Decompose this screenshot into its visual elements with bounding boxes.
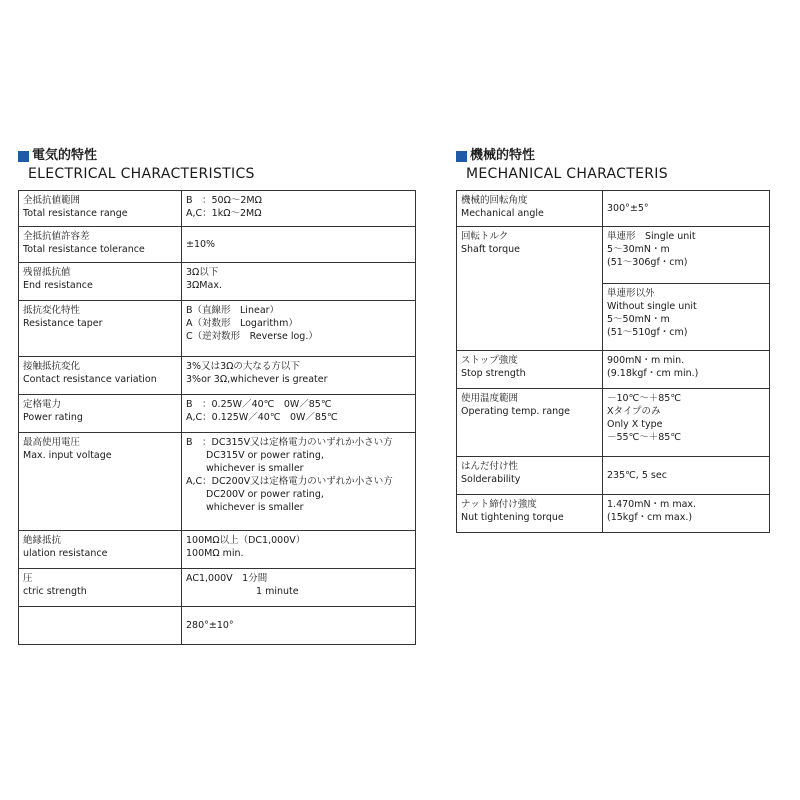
cell-text: 1.470mN・m max. xyxy=(607,499,697,510)
cell-text: (15kgf・cm max.) xyxy=(607,512,693,523)
table-cell xyxy=(19,191,182,227)
table-row xyxy=(19,227,416,263)
cell-text: End resistance xyxy=(23,280,93,291)
square-bullet-icon xyxy=(18,151,29,162)
cell-text: 使用温度範囲 xyxy=(461,393,519,404)
table-row xyxy=(19,607,416,645)
cell-text: 100MΩ min. xyxy=(186,548,244,559)
cell-text: DC315V or power rating, xyxy=(206,450,324,461)
cell-text: 3ΩMax. xyxy=(186,280,222,291)
table-cell xyxy=(457,191,603,227)
table-cell xyxy=(182,227,416,263)
table-row xyxy=(457,191,770,227)
table-cell xyxy=(19,433,182,531)
table-cell xyxy=(603,389,770,457)
cell-text: 単連形 Single unit xyxy=(607,231,696,242)
cell-text: whichever is smaller xyxy=(206,502,304,513)
table-cell xyxy=(182,433,416,531)
table-cell xyxy=(457,457,603,495)
cell-text: －10℃～＋85℃ xyxy=(607,393,682,404)
electrical-title-en: ELECTRICAL CHARACTERISTICS xyxy=(28,166,255,182)
table-cell xyxy=(603,351,770,389)
table-row xyxy=(457,457,770,495)
table-row xyxy=(19,531,416,569)
table-cell xyxy=(182,301,416,357)
cell-text: Contact resistance variation xyxy=(23,374,157,385)
table-cell xyxy=(182,531,416,569)
mechanical-title-jp: 機械的特性 xyxy=(470,148,536,163)
table-row xyxy=(19,263,416,301)
cell-text: Solderability xyxy=(461,474,521,485)
cell-text: ctric strength xyxy=(23,586,87,597)
cell-text: 全抵抗値許容差 xyxy=(23,231,90,242)
cell-text: Only X type xyxy=(607,419,663,430)
cell-text: A,C：DC200V又は定格電力のいずれか小さい方 xyxy=(186,476,393,487)
cell-text: whichever is smaller xyxy=(206,463,304,474)
cell-text: 5～50mN・m xyxy=(607,314,670,325)
cell-text: ulation resistance xyxy=(23,548,108,559)
table-cell xyxy=(19,569,182,607)
cell-text: A（対数形 Logarithm） xyxy=(186,318,298,329)
cell-text: 回転トルク xyxy=(461,231,509,242)
mechanical-section xyxy=(456,148,770,533)
table-cell xyxy=(457,389,603,457)
cell-text: Power rating xyxy=(23,412,83,423)
cell-text: 3%or 3Ω,whichever is greater xyxy=(186,374,328,385)
table-cell xyxy=(182,263,416,301)
table-cell xyxy=(182,607,416,645)
cell-text: AC1,000V 1分間 xyxy=(186,573,268,584)
cell-text: 全抵抗値範囲 xyxy=(23,195,81,206)
cell-text: Resistance taper xyxy=(23,318,103,329)
cell-text: C（逆対数形 Reverse log.） xyxy=(186,331,318,342)
cell-text: 235℃, 5 sec xyxy=(607,470,667,481)
electrical-table xyxy=(18,190,416,645)
cell-text: Without single unit xyxy=(607,301,697,312)
mechanical-title-en: MECHANICAL CHARACTERIS xyxy=(466,166,668,182)
cell-text: 絶縁抵抗 xyxy=(23,535,62,546)
cell-text: B ：0.25W／40℃ 0W／85℃ xyxy=(186,399,332,410)
cell-text: (9.18kgf・cm min.) xyxy=(607,368,699,379)
mechanical-table xyxy=(456,190,770,533)
table-cell xyxy=(603,495,770,533)
table-cell xyxy=(19,531,182,569)
cell-text: Max. input voltage xyxy=(23,450,112,461)
electrical-title-jp: 電気的特性 xyxy=(32,148,98,163)
cell-text: ナット締付け強度 xyxy=(461,499,537,510)
table-cell xyxy=(603,227,770,351)
table-cell xyxy=(19,301,182,357)
cell-text: A,C：1kΩ～2MΩ xyxy=(186,208,262,219)
cell-text: 3Ω以下 xyxy=(186,267,219,278)
cell-text: Total resistance range xyxy=(23,208,128,219)
table-row xyxy=(457,389,770,457)
table-row xyxy=(457,495,770,533)
table-row xyxy=(19,191,416,227)
table-cell xyxy=(19,357,182,395)
table-cell xyxy=(19,395,182,433)
table-cell xyxy=(603,457,770,495)
cell-text: 5～30mN・m xyxy=(607,244,670,255)
table-cell xyxy=(182,395,416,433)
cell-text: B ：DC315V又は定格電力のいずれか小さい方 xyxy=(186,437,393,448)
cell-text: (51～510gf・cm) xyxy=(607,327,688,338)
cell-text: B（直線形 Linear） xyxy=(186,305,280,316)
square-bullet-icon xyxy=(456,151,467,162)
table-row xyxy=(19,395,416,433)
table-row xyxy=(19,301,416,357)
table-row xyxy=(19,433,416,531)
mechanical-heading-jp xyxy=(456,148,770,164)
table-cell xyxy=(19,263,182,301)
cell-text: 機械的回転角度 xyxy=(461,195,528,206)
cell-text: Total resistance tolerance xyxy=(23,244,145,255)
table-row xyxy=(457,351,770,389)
cell-text: Nut tightening torque xyxy=(461,512,564,523)
cell-text: 1 minute xyxy=(256,586,299,597)
cell-text: 900mN・m min. xyxy=(607,355,685,366)
cell-text: －55℃～＋85℃ xyxy=(607,432,682,443)
table-cell xyxy=(182,357,416,395)
cell-text: DC200V or power rating, xyxy=(206,489,324,500)
table-cell xyxy=(457,351,603,389)
cell-text: 接触抵抗変化 xyxy=(23,361,81,372)
cell-text: Shaft torque xyxy=(461,244,520,255)
cell-text: 定格電力 xyxy=(23,399,62,410)
cell-text: 最高使用電圧 xyxy=(23,437,81,448)
cell-text: Mechanical angle xyxy=(461,208,544,219)
cell-text: (51～306gf・cm) xyxy=(607,257,688,268)
table-cell xyxy=(182,569,416,607)
cell-text: 単連形以外 xyxy=(607,288,655,299)
table-cell xyxy=(182,191,416,227)
cell-text: Stop strength xyxy=(461,368,526,379)
cell-text: Xタイプのみ xyxy=(607,406,661,417)
table-row xyxy=(19,357,416,395)
electrical-section xyxy=(18,148,416,645)
cell-text: A,C：0.125W／40℃ 0W／85℃ xyxy=(186,412,338,423)
cell-text: 3%又は3Ωの大なる方以下 xyxy=(186,361,300,372)
cell-text: ストップ強度 xyxy=(461,355,518,366)
cell-text: 280°±10° xyxy=(186,620,234,631)
cell-text: はんだ付け性 xyxy=(461,461,519,472)
cell-text: 残留抵抗値 xyxy=(23,267,71,278)
table-cell xyxy=(19,227,182,263)
table-cell xyxy=(603,191,770,227)
cell-text: B ：50Ω～2MΩ xyxy=(186,195,262,206)
table-cell xyxy=(19,607,182,645)
table-cell xyxy=(457,227,603,351)
cell-text: 300°±5° xyxy=(607,203,649,214)
electrical-heading-jp xyxy=(18,148,416,164)
cell-text: Operating temp. range xyxy=(461,406,571,417)
table-cell xyxy=(457,495,603,533)
cell-text: ±10% xyxy=(186,239,216,250)
table-row xyxy=(457,227,770,351)
cell-text: 抵抗変化特性 xyxy=(23,305,81,316)
cell-text: 圧 xyxy=(23,573,33,584)
table-row xyxy=(19,569,416,607)
cell-text: 100MΩ以上（DC1,000V） xyxy=(186,535,306,546)
